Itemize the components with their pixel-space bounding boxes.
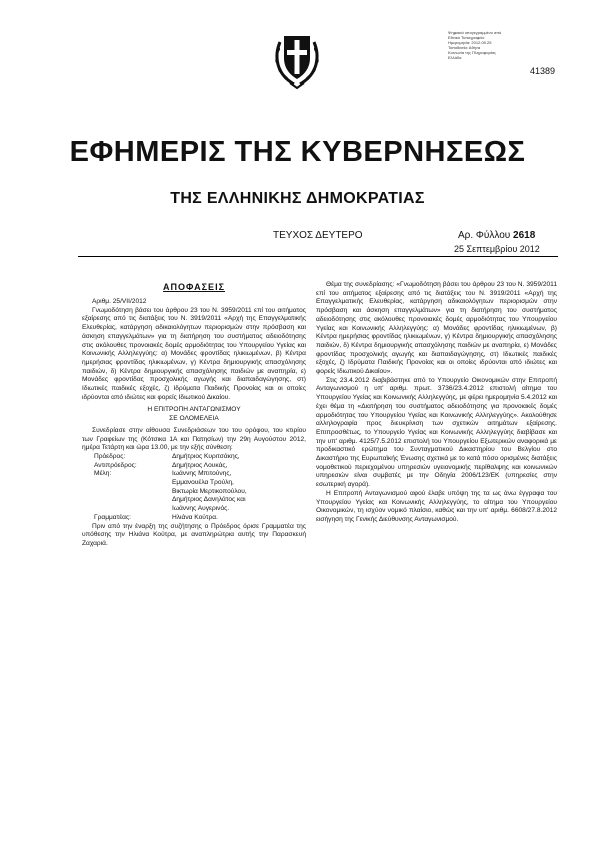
committee-roster: [82, 453, 306, 523]
roster-name: Ηλιάνα Κούτρα.: [172, 513, 218, 521]
authority-name: Η ΕΠΙΤΡΟΠΗ ΑΝΤΑΓΩΝΙΣΜΟΥ: [147, 406, 241, 414]
roster-name: Δημήτριος Λουκάς,: [172, 461, 228, 469]
roster-role: Μέλη:: [94, 470, 112, 478]
stamp-line: Ημερομηνία: 2012.09.25: [448, 40, 492, 45]
roster-name: Ιωάννης Μπιτούνης,: [172, 470, 232, 478]
page-number: 41389: [530, 66, 556, 76]
roster-role: [94, 496, 166, 505]
authority-session: ΣΕ ΟΛΟΜΕΛΕΙΑ: [169, 415, 219, 423]
consideration-paragraph: Η Επιτροπή Ανταγωνισμού αφού έλαβε υπόψη της τα ως άνω έγγραφα του Υπουργείου Υγείας και Κοινωνικής Αλληλεγγύης, το αίτημα του Υπουργείου Οικονομικών, τη ισχύον νομικό πλαίσιο, καθώς και την υπ' αριθμ. 6608/27.8.2012 εισήγηση της Γενικής Διεύθυνσης Ανταγωνισμού.: [316, 489, 557, 523]
session-paragraph: Συνεδρίασε στην αίθουσα Συνεδριάσεων του του ορόφου, του κτιρίου των Γραφείων της (Κότσικα 1Α και Πατησίων) την 29η Αυγούστου 2012, ημέρα Τετάρτη και ώρα 13.00, με την εξής σύνθεση:: [82, 426, 306, 452]
roster-name: Βικτωρία Μερτικοπούλου,: [172, 487, 247, 495]
roster-role: [94, 479, 166, 488]
roster-role: Πρόεδρος:: [94, 452, 126, 460]
stamp-line: Κοινωνία της Πληροφορίας: [448, 50, 496, 55]
roster-name: Δημήτριος Δανηλάτος και: [172, 496, 246, 504]
issue-label: ΤΕΥΧΟΣ ΔΕΥΤΕΡΟ: [273, 230, 363, 241]
decision-subject: Γνωμοδότηση βάσει του άρθρου 23 του Ν. 3959/2011 επί του αιτήματος εξαίρεσης από τις διατάξεις του Ν. 3919/2011 «Αρχή της Επαγγελματικής Ελευθερίας, κατάργηση αδικαιολόγητων περιορισμών στην πρόσβαση και άσκηση επαγγελμάτων» για τη διατήρηση του συστήματος αδειοδότησης στις ακόλουθες προνοιακές δομές αρμοδιότητας του Υπουργείου Υγείας και Κοινωνικής Αλληλεγγύης: α) Μονάδες φροντίδας ηλικιωμένων, β) Κέντρα ημερήσιας φροντίδας ηλικιωμένων, γ) Κέντρα δημιουργικής απασχόλησης παιδιών, δ) Κέντρα δημιουργικής απασχόλησης παιδιών με αναπηρία, ε) Μονάδες φροντίδας προσχολικής αγωγής και διαπαιδαγώγησης, στ) Ιδιωτικές παιδικές εξοχές, ζ) Ιδρύματα Παιδικής Προνοίας και οι οποίες ιδρύονται από ιδιώτες και φορείς Ιδιωτικού Δικαίου.: [82, 306, 306, 401]
digital-signature-stamp: [448, 30, 518, 60]
roster-role: Γραμματέας:: [94, 513, 131, 521]
gazette-subtitle: ΤΗΣ ΕΛΛΗΝΙΚΗΣ ΔΗΜΟΚΡΑΤΙΑΣ: [170, 190, 425, 207]
stamp-line: Ψηφιακά υπογεγραμμένο από: [448, 30, 502, 35]
issue-date: 25 Σεπτεμβρίου 2012: [454, 244, 540, 254]
left-column: [82, 298, 306, 549]
header-divider: [78, 256, 558, 257]
stamp-line: Ελλάδα: [448, 55, 462, 60]
background-paragraph: Στις 23.4.2012 διαβιβάστηκε από το Υπουργείο Οικονομικών στην Επιτροπή Ανταγωνισμού η υπ' αριθμ. πρωτ. 3736/23.4.2012 επιστολή αίτημα του Υπουργείου Υγείας και Κοινωνικής Αλληλεγγύης, με φέρει ημερομηνία 5.4.2012 και έχει θέμα τη «Διατήρηση του συστήματος αδειοδότησης για προνοιακές δομές αρμοδιότητας του Υπουργείου Υγείας και Κοινωνικής Αλληλεγγύης». Ακολούθησε αλληλογραφία προς διευκρίνιση των σχετικών αιτημάτων εξαίρεσης. Επιπροσθέτως, το Υπουργείο Υγείας και Κοινωνικής Αλληλεγγύης διαβίβασε και την υπ' αριθμ. 4125/7.5.2012 επιστολή του Υπουργείου Εξωτερικών αναφορικά με προδικαστικό ερώτημα του Συνταγματικού Δικαστηρίου του Βελγίου στο Δικαστήριο της Ευρωπαϊκής Ένωσης σχετικά με το κατά πόσο ορισμένες διατάξεις νομοθετικού περιεχομένου υπηρεσιών υγειονομικής περίθαλψης και κοινωνικών υπηρεσιών είναι συμβατές με την Οδηγία 2006/123/ΕΚ (υπηρεσίες στην εσωτερική αγορά).: [316, 376, 557, 489]
section-heading-decisions: ΑΠΟΦΑΣΕΙΣ: [163, 282, 225, 292]
roster-role: [94, 505, 166, 514]
decision-number: Αριθμ. 25/VII/2012: [92, 298, 147, 305]
sheet-label: Αρ. Φύλλου: [458, 230, 511, 241]
stamp-line: Τοποθεσία: Αθήνα: [448, 45, 481, 50]
roster-name: Εμμανουέλα Τρούλη,: [172, 479, 234, 487]
coat-of-arms-emblem: [272, 28, 322, 90]
gazette-title: ΕΦΗΜΕΡΙΣ ΤΗΣ ΚΥΒΕΡΝΗΣΕΩΣ: [69, 136, 526, 168]
roster-name: Ιωάννης Αυγερινός.: [172, 505, 230, 513]
roster-role: [94, 488, 166, 497]
roster-role: Αντιπρόεδρος:: [94, 461, 137, 469]
sheet-number: 2618: [513, 230, 536, 241]
secretary-paragraph: Πριν από την έναρξη της συζήτησης ο Πρόεδρος όρισε Γραμματέα της υπόθεσης την Ηλιάνα Κούτρα, με αναπληρώτρια αυτής την Παρασκευή Ζαχαριά.: [82, 522, 306, 547]
right-column: [316, 281, 557, 525]
meeting-subject-paragraph: Θέμα της συνεδρίασης: «Γνωμοδότηση βάσει του άρθρου 23 του Ν. 3959/2011 επί του αιτήματος εξαίρεσης από τις διατάξεις του Ν. 3919/2011 «Αρχή της Επαγγελματικής Ελευθερίας, κατάργηση αδικαιολόγητων περιορισμών στην πρόσβαση και άσκηση επαγγελμάτων» για τη διατήρηση του συστήματος αδειοδότησης στις ακόλουθες προνοιακές δομές αρμοδιότητας του Υπουργείου Υγείας και Κοινωνικής Αλληλεγγύης: α) Μονάδες φροντίδας ηλικιωμένων, β) Κέντρα ημερήσιας φροντίδας ηλικιωμένων, γ) Κέντρα δημιουργικής απασχόλησης παιδιών, δ) Κέντρα δημιουργικής απασχόλησης παιδιών με αναπηρία, ε) Μονάδες φροντίδας προσχολικής αγωγής και διαπαιδαγώγησης, στ) Ιδιωτικές παιδικές εξοχές, ζ) Ιδρύματα Παιδικής Προνοίας και οι οποίες ιδρύονται από ιδιώτες και φορείς Ιδιωτικού Δικαίου».: [316, 281, 557, 376]
roster-name: Δημήτριος Κυριτσάκης,: [172, 452, 240, 460]
stamp-line: Εθνικό Τυπογραφείο: [448, 35, 485, 40]
sheet-number-block: [458, 230, 535, 241]
